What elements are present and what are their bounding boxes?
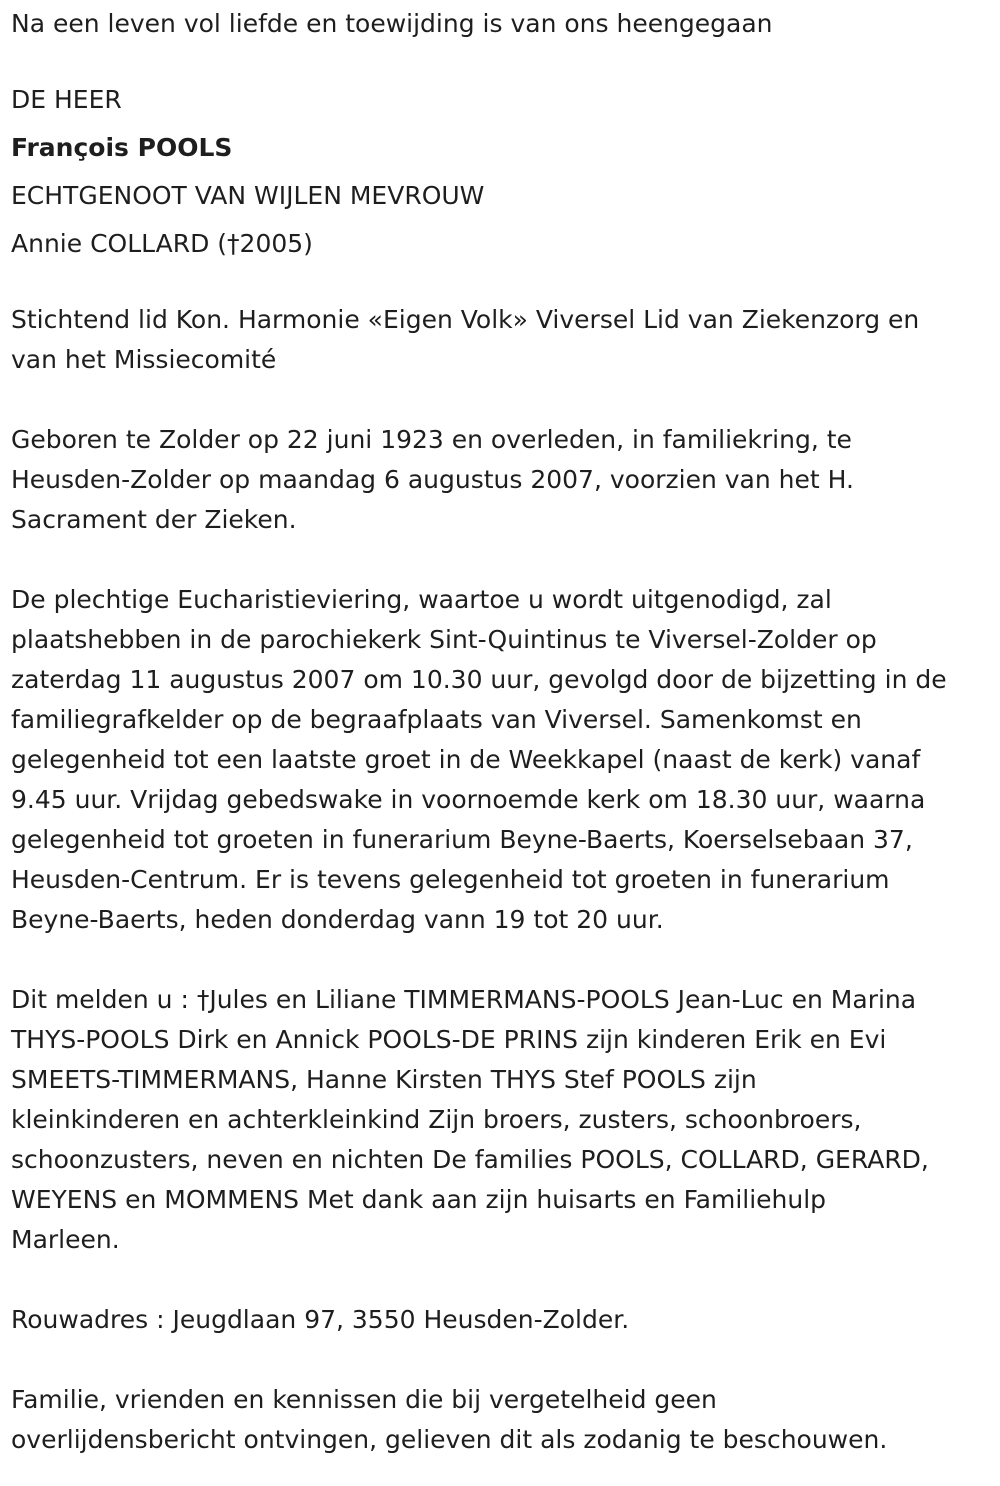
paragraph-line: schoonzusters, neven en nichten De families POOLS, COLLARD, GERARD, [11, 1145, 929, 1174]
paragraph-line: SMEETS-TIMMERMANS, Hanne Kirsten THYS Stef POOLS zijn [11, 1065, 757, 1094]
paragraph-line: Heusden-Centrum. Er is tevens gelegenheid tot groeten in funerarium [11, 865, 890, 894]
paragraph-line: WEYENS en MOMMENS Met dank aan zijn huisarts en Familiehulp [11, 1185, 827, 1214]
spacer [11, 380, 988, 420]
spacer [11, 1340, 988, 1380]
spacer [11, 940, 988, 980]
paragraph-line: Sacrament der Zieken. [11, 505, 297, 534]
spouse-label: ECHTGENOOT VAN WIJLEN MEVROUW [11, 181, 485, 210]
paragraph-line: gelegenheid tot een laatste groet in de Weekkapel (naast de kerk) vanaf [11, 745, 921, 774]
mourning-address: Rouwadres : Jeugdlaan 97, 3550 Heusden-Zolder. [11, 1305, 630, 1334]
paragraph-line: 9.45 uur. Vrijdag gebedswake in voornoemde kerk om 18.30 uur, waarna [11, 785, 926, 814]
paragraph-line: gelegenheid tot groeten in funerarium Beyne-Baerts, Koerselsebaan 37, [11, 825, 913, 854]
paragraph-line: van het Missiecomité [11, 345, 277, 374]
spacer [11, 268, 988, 300]
paragraph-line: Marleen. [11, 1225, 120, 1254]
deceased-header [11, 76, 988, 268]
family-paragraph [11, 980, 988, 1260]
closing-paragraph [11, 1380, 988, 1460]
spouse-name: Annie COLLARD (†2005) [11, 229, 313, 258]
affiliations-paragraph [11, 300, 988, 380]
spacer [11, 1260, 988, 1300]
intro-text: Na een leven vol liefde en toewijding is van ons heengegaan [11, 9, 773, 38]
paragraph-line: familiegrafkelder op de begraafplaats van Viversel. Samenkomst en [11, 705, 862, 734]
birth-death-paragraph [11, 420, 988, 540]
spacer [11, 540, 988, 580]
paragraph-line: Heusden-Zolder op maandag 6 augustus 2007, voorzien van het H. [11, 465, 854, 494]
deceased-name: François POOLS [11, 133, 233, 162]
paragraph-line: plaatshebben in de parochiekerk Sint-Quintinus te Viversel-Zolder op [11, 625, 877, 654]
paragraph-line: THYS-POOLS Dirk en Annick POOLS-DE PRINS zijn kinderen Erik en Evi [11, 1025, 887, 1054]
paragraph-line: zaterdag 11 augustus 2007 om 10.30 uur, gevolgd door de bijzetting in de [11, 665, 947, 694]
paragraph-line: Beyne-Baerts, heden donderdag vann 19 tot 20 uur. [11, 905, 664, 934]
paragraph-line: kleinkinderen en achterkleinkind Zijn broers, zusters, schoonbroers, [11, 1105, 862, 1134]
spacer [11, 44, 988, 76]
honorific: DE HEER [11, 85, 122, 114]
paragraph-line: Geboren te Zolder op 22 juni 1923 en overleden, in familiekring, te [11, 425, 852, 454]
paragraph-line: overlijdensbericht ontvingen, gelieven dit als zodanig te beschouwen. [11, 1425, 888, 1454]
paragraph-line: Familie, vrienden en kennissen die bij vergetelheid geen [11, 1385, 717, 1414]
paragraph-line: De plechtige Eucharistieviering, waartoe u wordt uitgenodigd, zal [11, 585, 832, 614]
paragraph-line: Dit melden u : †Jules en Liliane TIMMERMANS-POOLS Jean-Luc en Marina [11, 985, 917, 1014]
paragraph-line: Stichtend lid Kon. Harmonie «Eigen Volk» Viversel Lid van Ziekenzorg en [11, 305, 920, 334]
ceremony-paragraph [11, 580, 988, 940]
